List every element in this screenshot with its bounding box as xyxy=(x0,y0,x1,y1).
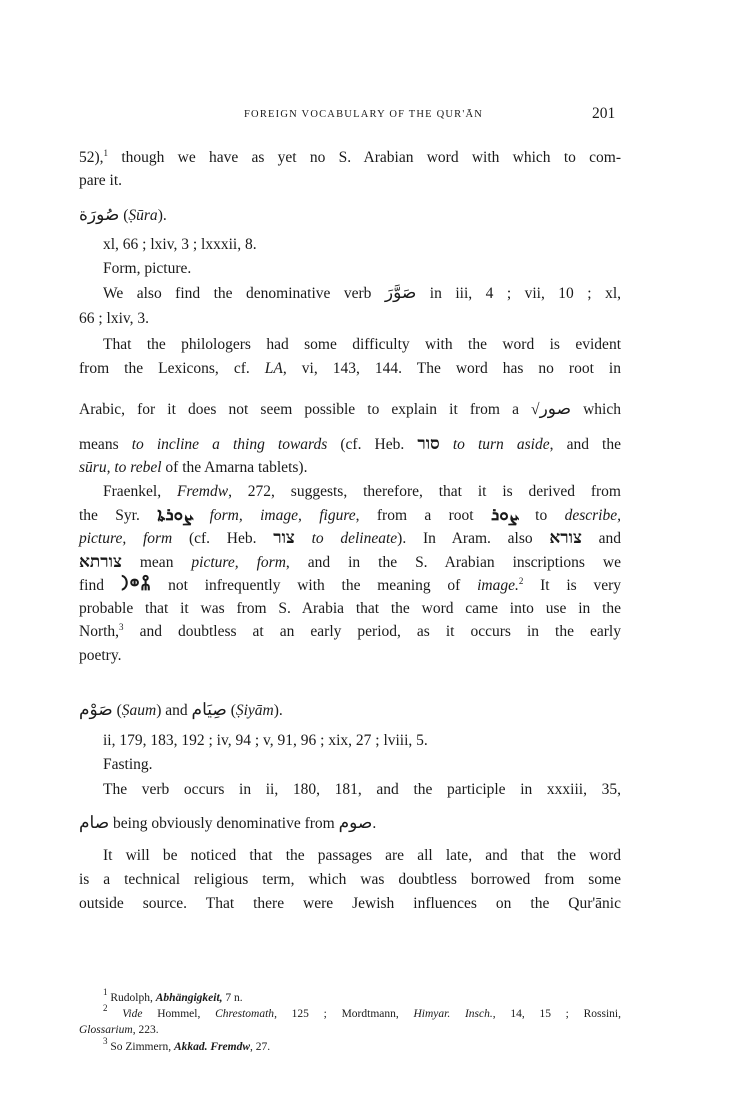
text-line xyxy=(79,870,621,890)
semitic-script-word: 𐩮𐩥𐩧 xyxy=(120,575,152,595)
text-line xyxy=(79,359,621,379)
text-line xyxy=(103,482,621,502)
arabic-word: صَوْم xyxy=(79,700,113,720)
semitic-script-word: ܨܘܪܬܐ xyxy=(157,505,193,525)
text-span: which xyxy=(571,401,621,418)
footnote-marker: 1 xyxy=(103,987,108,997)
text-span: , 272, suggests, therefore, that it is derived from xyxy=(228,483,621,500)
text-line xyxy=(79,575,621,596)
page-number: 201 xyxy=(592,105,616,122)
semitic-script-word: ܨܘܪ xyxy=(490,505,518,525)
text-line xyxy=(103,259,621,279)
text-line xyxy=(103,235,621,255)
arabic-word: صُورَة xyxy=(79,205,120,225)
text-span: probable that it was from S. Arabia that the word came into use in the xyxy=(79,600,621,617)
text-span: That the philologers had some difficulty with the word is evident xyxy=(103,336,621,353)
text-line xyxy=(79,894,621,914)
text-line xyxy=(79,399,621,420)
text-span: ). In Aram. also xyxy=(397,530,550,547)
text-span: ( xyxy=(119,207,129,224)
text-span: ii, 179, 183, 192 ; iv, 94 ; v, 91, 96 ; xix, 27 ; lviii, 5. xyxy=(103,732,428,749)
text-span: . xyxy=(372,815,377,832)
text-span: in iii, 4 ; vii, 10 ; xl, xyxy=(416,285,621,302)
text-span: to xyxy=(517,507,565,524)
arabic-word: صِيَام xyxy=(191,700,227,720)
text-line xyxy=(103,780,621,800)
text-span xyxy=(440,436,453,453)
text-span: Hommel, xyxy=(142,1008,216,1020)
semitic-script-word: סור xyxy=(417,434,440,454)
text-span: Akkad. Fremdw xyxy=(173,1041,250,1053)
text-span: ). xyxy=(273,702,283,719)
footnote xyxy=(79,1023,621,1038)
text-span: , 14, 15 ; Rossini, xyxy=(492,1008,621,1020)
semitic-script-word: צור xyxy=(273,528,295,548)
text-span: outside source. That there were Jewish influences on the Qur'ānic xyxy=(79,895,621,912)
text-span: to delineate xyxy=(311,530,398,547)
text-line xyxy=(103,335,621,355)
text-span xyxy=(192,507,209,524)
text-span: xl, 66 ; lxiv, 3 ; lxxxii, 8. xyxy=(103,236,257,253)
footnote-marker: 3 xyxy=(119,622,124,632)
arabic-word: صوم xyxy=(338,813,373,833)
text-span: Arabic, for it does not seem possible to explain it from a √ xyxy=(79,401,540,418)
text-span: , from a root xyxy=(355,507,491,524)
text-span: We also find the denominative verb xyxy=(103,285,385,302)
text-line xyxy=(79,700,621,721)
footnote xyxy=(103,987,621,1006)
text-span: Vide xyxy=(122,1008,143,1020)
text-span: Himyar. Insch. xyxy=(413,1008,493,1020)
text-line xyxy=(79,205,621,226)
footnote-marker: 2 xyxy=(518,576,524,586)
footnote-marker: 3 xyxy=(103,1036,108,1046)
text-span: form, image, figure xyxy=(209,507,356,524)
text-line xyxy=(79,458,621,478)
text-span: 52), xyxy=(79,149,104,166)
text-span: North, xyxy=(79,623,120,640)
text-span: , 223. xyxy=(132,1024,159,1036)
text-span xyxy=(295,530,312,547)
text-line xyxy=(79,622,621,642)
text-line xyxy=(79,813,621,834)
text-span: describe, xyxy=(564,507,621,524)
text-span: Fraenkel, xyxy=(103,483,177,500)
text-span: from the Lexicons, cf. xyxy=(79,360,265,377)
text-line xyxy=(79,505,621,526)
text-line xyxy=(79,148,621,168)
text-span: ). xyxy=(157,207,167,224)
text-span: Ṣaum xyxy=(121,702,157,719)
text-line xyxy=(79,528,621,549)
text-span: (cf. Heb. xyxy=(172,530,274,547)
text-span: Fasting. xyxy=(103,756,153,773)
text-span: to incline a thing towards xyxy=(131,436,328,453)
text-line xyxy=(103,283,621,304)
text-span: means xyxy=(79,436,132,453)
text-span: sūru, to rebel xyxy=(79,459,162,476)
text-line xyxy=(79,552,621,573)
text-line xyxy=(79,309,621,329)
text-span: ( xyxy=(112,702,122,719)
text-span: Ṣūra xyxy=(128,207,158,224)
text-span: find xyxy=(79,577,121,594)
text-span: It will be noticed that the passages are all late, and that the word xyxy=(103,847,621,864)
text-line xyxy=(103,846,621,866)
text-span: is a technical religious term, which was doubtless borrowed from some xyxy=(79,871,621,888)
text-span: Fremdw xyxy=(176,483,229,500)
text-span: of the Amarna tablets). xyxy=(161,459,308,476)
footnote-marker: 2 xyxy=(103,1003,108,1013)
text-span: ( xyxy=(226,702,236,719)
footnote xyxy=(103,1036,621,1055)
text-span: and xyxy=(581,530,621,547)
text-span: Glossarium xyxy=(79,1024,133,1036)
arabic-word: صام xyxy=(79,813,110,833)
text-line xyxy=(79,171,621,191)
text-span: mean xyxy=(121,554,192,571)
semitic-script-word: צורתא xyxy=(79,552,122,572)
text-span xyxy=(108,1008,123,1020)
text-span: So Zimmern, xyxy=(107,1041,174,1053)
text-span: Abhängigkeit, xyxy=(155,992,223,1004)
text-span: 7 n. xyxy=(222,992,243,1004)
text-span: not infrequently with the meaning of xyxy=(151,577,478,594)
text-span: pare it. xyxy=(79,172,123,189)
text-span: (cf. Heb. xyxy=(327,436,418,453)
text-span: , 125 ; Mordtmann, xyxy=(274,1008,414,1020)
text-line xyxy=(103,755,621,775)
text-span: , 27. xyxy=(250,1041,271,1053)
text-line xyxy=(79,599,621,619)
text-span: ) and xyxy=(156,702,192,719)
text-line xyxy=(103,731,621,751)
text-span: , and in the S. Arabian inscriptions we xyxy=(285,554,621,571)
text-span: It is very xyxy=(523,577,621,594)
footnote xyxy=(103,1003,621,1022)
text-span: picture, form xyxy=(191,554,286,571)
text-span: 66 ; lxiv, 3. xyxy=(79,310,150,327)
text-span: Ṣiyām xyxy=(235,702,274,719)
text-span: and doubtless at an early period, as it occurs in the early xyxy=(123,623,621,640)
text-line xyxy=(79,434,621,455)
text-span: image. xyxy=(477,577,519,594)
text-span: , and the xyxy=(549,436,621,453)
text-span: to turn aside xyxy=(452,436,550,453)
text-span: Rudolph, xyxy=(107,992,156,1004)
text-span: poetry. xyxy=(79,647,122,664)
text-line xyxy=(79,646,621,666)
running-title: FOREIGN VOCABULARY OF THE QUR'ĀN xyxy=(244,109,484,120)
footnote-marker: 1 xyxy=(103,148,109,158)
arabic-word: صَوَّرَ xyxy=(384,283,417,303)
text-span: though we have as yet no S. Arabian word with which to com- xyxy=(108,149,621,166)
text-span: picture, form xyxy=(79,530,173,547)
text-span: the Syr. xyxy=(79,507,158,524)
text-span: being obviously denominative from xyxy=(109,815,339,832)
text-span: LA xyxy=(264,360,283,377)
text-span: The verb occurs in ii, 180, 181, and the participle in xxxiii, 35, xyxy=(103,781,621,798)
arabic-word: صور xyxy=(539,399,572,419)
text-span: Chrestomath xyxy=(215,1008,275,1020)
semitic-script-word: צורא xyxy=(549,528,582,548)
text-span: Form, picture. xyxy=(103,260,192,277)
text-span: , vi, 143, 144. The word has no root in xyxy=(282,360,621,377)
